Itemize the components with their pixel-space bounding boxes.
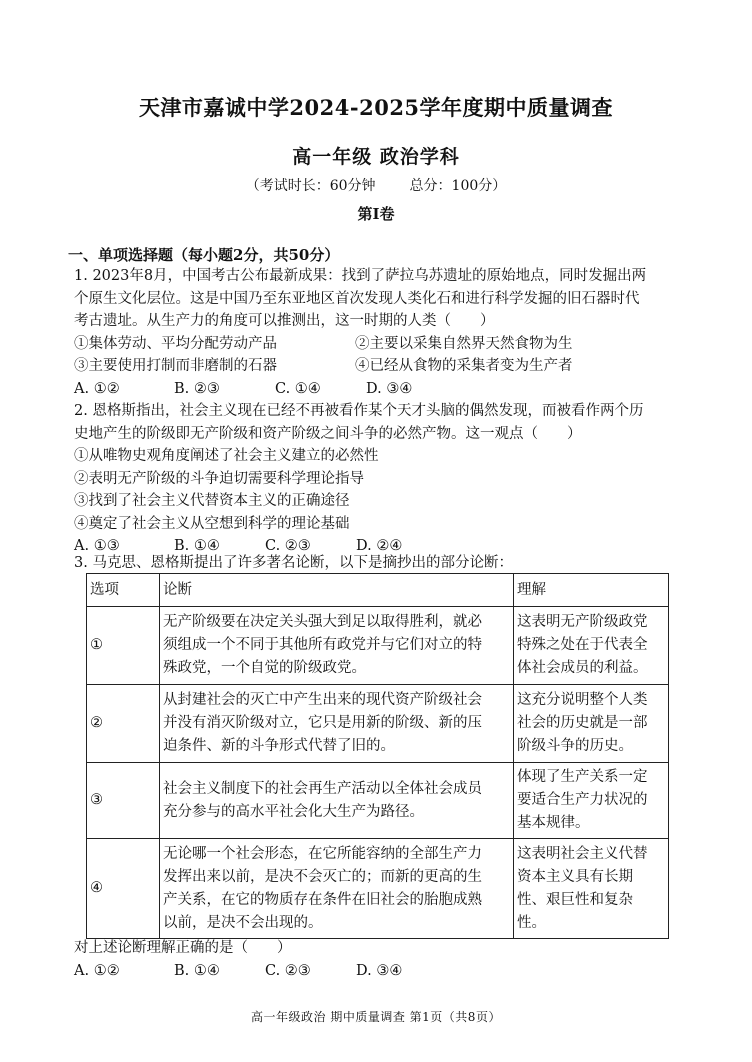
exam-duration: （考试时长：60分钟 xyxy=(245,178,376,194)
page-footer: 高一年级政治 期中质量调查 第1页（共8页） xyxy=(251,1010,501,1024)
question-2-stem-line: 史地产生的阶级即无产阶级和资产阶级之间斗争的必然产物。这一观点（ ） xyxy=(74,425,582,442)
table-cell-number: ③ xyxy=(87,763,160,839)
understanding-line: 资本主义具有长期 xyxy=(517,868,633,885)
understanding-line: 体社会成员的利益。 xyxy=(517,660,648,676)
table-cell-understanding xyxy=(514,685,669,763)
question-1-option-b: B. ②③ xyxy=(174,380,220,397)
understanding-line: 这表明无产阶级政党 xyxy=(517,614,648,630)
understanding-line: 性。 xyxy=(517,914,546,931)
understanding-line: 性、艰巨性和复杂 xyxy=(517,891,633,908)
question-1-item: ①集体劳动、平均分配劳动产品 xyxy=(74,335,277,352)
understanding-line: 这表明社会主义代替 xyxy=(517,845,648,862)
table-header-statement: 论断 xyxy=(160,574,514,607)
volume-label: 第Ⅰ卷 xyxy=(357,205,395,223)
question-3-stem: 3. 马克思、恩格斯提出了许多著名论断，以下是摘抄出的部分论断： xyxy=(74,555,513,571)
understanding-line: 这充分说明整个人类 xyxy=(517,692,648,708)
table-cell-understanding xyxy=(514,607,669,685)
question-1-item: ④已经从食物的采集者变为生产者 xyxy=(355,358,573,374)
table-cell-number: ② xyxy=(87,685,160,763)
question-3-footer xyxy=(74,937,694,982)
question-3 xyxy=(74,552,694,575)
question-1 xyxy=(74,265,694,400)
table-cell-statement xyxy=(160,839,514,939)
question-1-option-c: C. ①④ xyxy=(275,380,321,397)
understanding-line: 要适合生产力状况的 xyxy=(517,792,648,808)
question-3-prompt: 对上述论断理解正确的是（ ） xyxy=(74,940,292,956)
statement-line: 并没有消灭阶级对立，它只是用新的阶级、新的压 xyxy=(163,715,482,731)
understanding-line: 基本规律。 xyxy=(517,815,590,831)
question-1-stem-line: 1. 2023年8月，中国考古公布最新成果：找到了萨拉乌苏遗址的原始地点，同时发掘出两 xyxy=(74,268,647,284)
table-row xyxy=(87,685,669,763)
table-cell-statement xyxy=(160,607,514,685)
question-2-option-a: A. ①③ xyxy=(74,538,120,554)
table-row xyxy=(87,607,669,685)
question-1-item: ③主要使用打制而非磨制的石器 xyxy=(74,358,277,374)
question-3-option-b: B. ①④ xyxy=(174,962,220,979)
statement-line: 从封建社会的灭亡中产生出来的现代资产阶级社会 xyxy=(163,692,482,708)
exam-info xyxy=(0,175,752,195)
statement-line: 无产阶级要在决定关头强大到足以取得胜利，就必 xyxy=(163,614,482,630)
statement-line: 无论哪一个社会形态，在它所能容纳的全部生产力 xyxy=(163,845,482,862)
question-3-option-a: A. ①② xyxy=(74,962,120,979)
question-2 xyxy=(74,400,694,558)
understanding-line: 体现了生产关系一定 xyxy=(517,769,648,785)
table-cell-statement xyxy=(160,685,514,763)
table-cell-understanding xyxy=(514,839,669,939)
question-2-option-c: C. ②③ xyxy=(265,538,311,554)
question-2-item: ②表明无产阶级的斗争迫切需要科学理论指导 xyxy=(74,470,364,487)
question-3-table xyxy=(86,573,669,939)
understanding-line: 特殊之处在于代表全 xyxy=(517,637,648,653)
question-1-stem-line: 个原生文化层位。这是中国乃至东亚地区首次发现人类化石和进行科学发掘的旧石器时代 xyxy=(74,290,640,307)
statement-line: 殊政党，一个自觉的阶级政党。 xyxy=(163,660,366,676)
question-2-option-b: B. ①④ xyxy=(174,538,220,554)
question-2-item: ④奠定了社会主义从空想到科学的理论基础 xyxy=(74,515,350,532)
table-cell-statement xyxy=(160,763,514,839)
question-2-option-d: D. ②④ xyxy=(356,538,403,554)
table-cell-number: ① xyxy=(87,607,160,685)
question-2-item: ③找到了社会主义代替资本主义的正确途径 xyxy=(74,493,350,509)
table-header-understanding: 理解 xyxy=(514,574,669,607)
question-1-option-d: D. ③④ xyxy=(366,380,413,397)
statement-line: 须组成一个不同于其他所有政党并与它们对立的特 xyxy=(163,637,482,653)
exam-subtitle: 高一年级 政治学科 xyxy=(292,146,460,168)
statement-line: 迫条件、新的斗争形式代替了旧的。 xyxy=(163,738,395,754)
table-cell-understanding xyxy=(514,763,669,839)
question-3-option-c: C. ②③ xyxy=(265,962,311,979)
statement-line: 充分参与的高水平社会化大生产为路径。 xyxy=(163,803,424,820)
table-cell-number: ④ xyxy=(87,839,160,939)
section-title: 一、单项选择题（每小题2分，共50分） xyxy=(68,246,340,264)
question-2-stem-line: 2. 恩格斯指出，社会主义现在已经不再被看作某个天才头脑的偶然发现，而被看作两个历 xyxy=(74,403,644,419)
statement-line: 社会主义制度下的社会再生产活动以全体社会成员 xyxy=(163,780,482,797)
exam-score: 总分：100分） xyxy=(409,178,507,194)
table-header-row xyxy=(87,574,669,607)
statement-line: 发挥出来以前，是决不会灭亡的；而新的更高的生 xyxy=(163,868,482,885)
table-row xyxy=(87,763,669,839)
statement-line: 以前，是决不会出现的。 xyxy=(163,914,323,931)
exam-title: 天津市嘉诚中学2024-2025学年度期中质量调查 xyxy=(138,95,614,120)
understanding-line: 社会的历史就是一部 xyxy=(517,715,648,731)
table-row xyxy=(87,839,669,939)
question-1-item: ②主要以采集自然界天然食物为生 xyxy=(355,335,573,352)
question-1-stem-line: 考古遗址。从生产力的角度可以推测出，这一时期的人类（ ） xyxy=(74,313,495,329)
understanding-line: 阶级斗争的历史。 xyxy=(517,738,633,754)
question-3-option-d: D. ③④ xyxy=(356,962,403,979)
statement-line: 产关系，在它的物质存在条件在旧社会的胎胞成熟 xyxy=(163,891,482,908)
table-header-option: 选项 xyxy=(87,574,160,607)
question-1-option-a: A. ①② xyxy=(74,380,120,397)
question-2-item: ①从唯物史观角度阐述了社会主义建立的必然性 xyxy=(74,448,379,464)
